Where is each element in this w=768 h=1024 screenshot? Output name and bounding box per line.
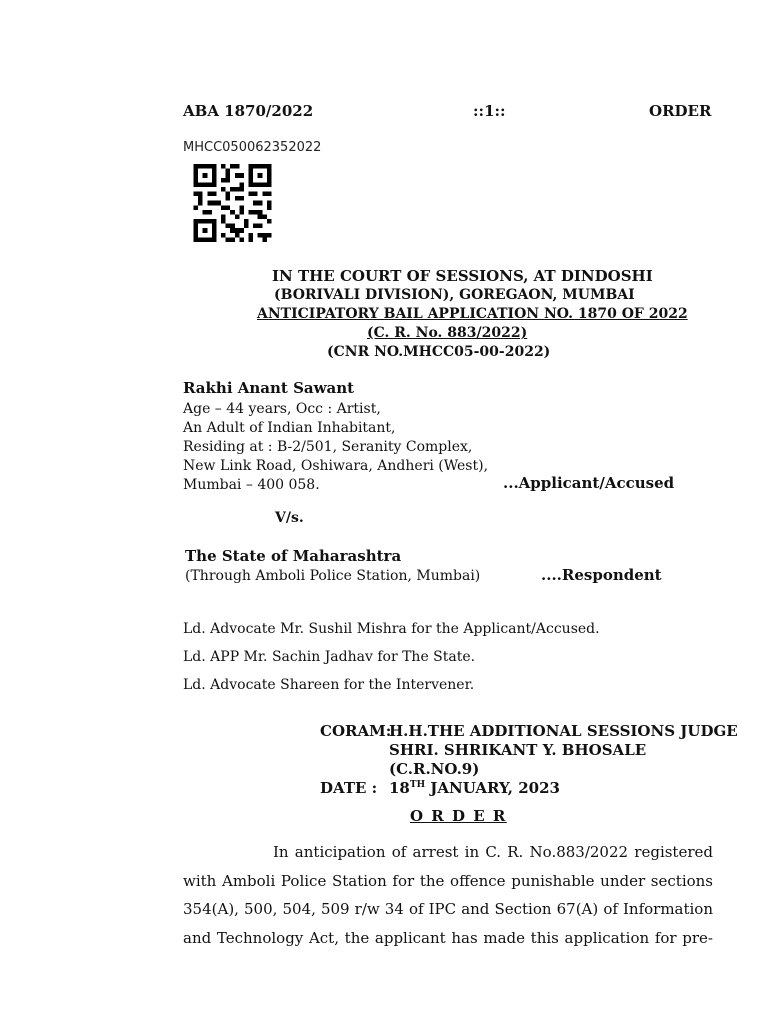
coram-judge-title: H.H.THE ADDITIONAL SESSIONS JUDGE (389, 722, 738, 740)
applicant-name: Rakhi Anant Sawant (183, 379, 355, 397)
respondent-name: The State of Maharashtra (185, 547, 402, 565)
coram-court-room: (C.R.NO.9) (389, 760, 480, 778)
address-line: Mumbai – 400 058. (183, 477, 320, 493)
order-heading: O R D E R (410, 807, 507, 825)
cnr-number: (CNR NO.MHCC05-00-2022) (327, 344, 551, 360)
page-number: ::1:: (473, 102, 506, 120)
order-paragraph (183, 838, 713, 952)
case-number: ABA 1870/2022 (183, 102, 314, 120)
respondent-subtitle: (Through Amboli Police Station, Mumbai) (185, 568, 481, 584)
court-division: (BORIVALI DIVISION), GOREGAON, MUMBAI (274, 287, 635, 303)
applicant-address (183, 400, 488, 495)
address-line: Residing at : B-2/501, Seranity Complex, (183, 439, 473, 455)
address-line: An Adult of Indian Inhabitant, (183, 420, 396, 436)
address-line: New Link Road, Oshiwara, Andheri (West), (183, 458, 489, 474)
document-type: ORDER (649, 102, 712, 120)
versus-label: V/s. (275, 510, 304, 526)
advocate-line: Ld. Advocate Shareen for the Intervener. (183, 677, 475, 693)
applicant-role: ...Applicant/Accused (503, 474, 675, 492)
cr-number: (C. R. No. 883/2022) (367, 325, 528, 341)
address-line: Age – 44 years, Occ : Artist, (183, 401, 381, 417)
date-suffix: TH (409, 780, 426, 790)
date-label: DATE : (320, 779, 378, 797)
respondent-role: ....Respondent (541, 566, 662, 584)
cino-number: MHCC050062352022 (183, 140, 322, 155)
advocate-line: Ld. Advocate Mr. Sushil Mishra for the Applicant/Accused. (183, 621, 600, 637)
order-date (389, 779, 560, 797)
court-name: IN THE COURT OF SESSIONS, AT DINDOSHI (272, 267, 653, 285)
order-paragraph-text: In anticipation of arrest in C. R. No.883/2022 registered with Amboli Police Station for the offence punishable under sections 354(A), 500, 504, 509 r/w 34 of IPC and Section 67(A) of Information and Technology Act, the applicant has made this application for pre- (183, 843, 713, 947)
coram-judge-name: SHRI. SHRIKANT Y. BHOSALE (389, 741, 647, 759)
date-day: 18 (389, 779, 410, 797)
qr-code-icon (190, 164, 275, 242)
application-title: ANTICIPATORY BAIL APPLICATION NO. 1870 OF 2022 (257, 306, 688, 322)
date-month-year: JANUARY, 2023 (425, 779, 560, 797)
coram-label: CORAM: (320, 722, 392, 740)
advocate-line: Ld. APP Mr. Sachin Jadhav for The State. (183, 649, 476, 665)
